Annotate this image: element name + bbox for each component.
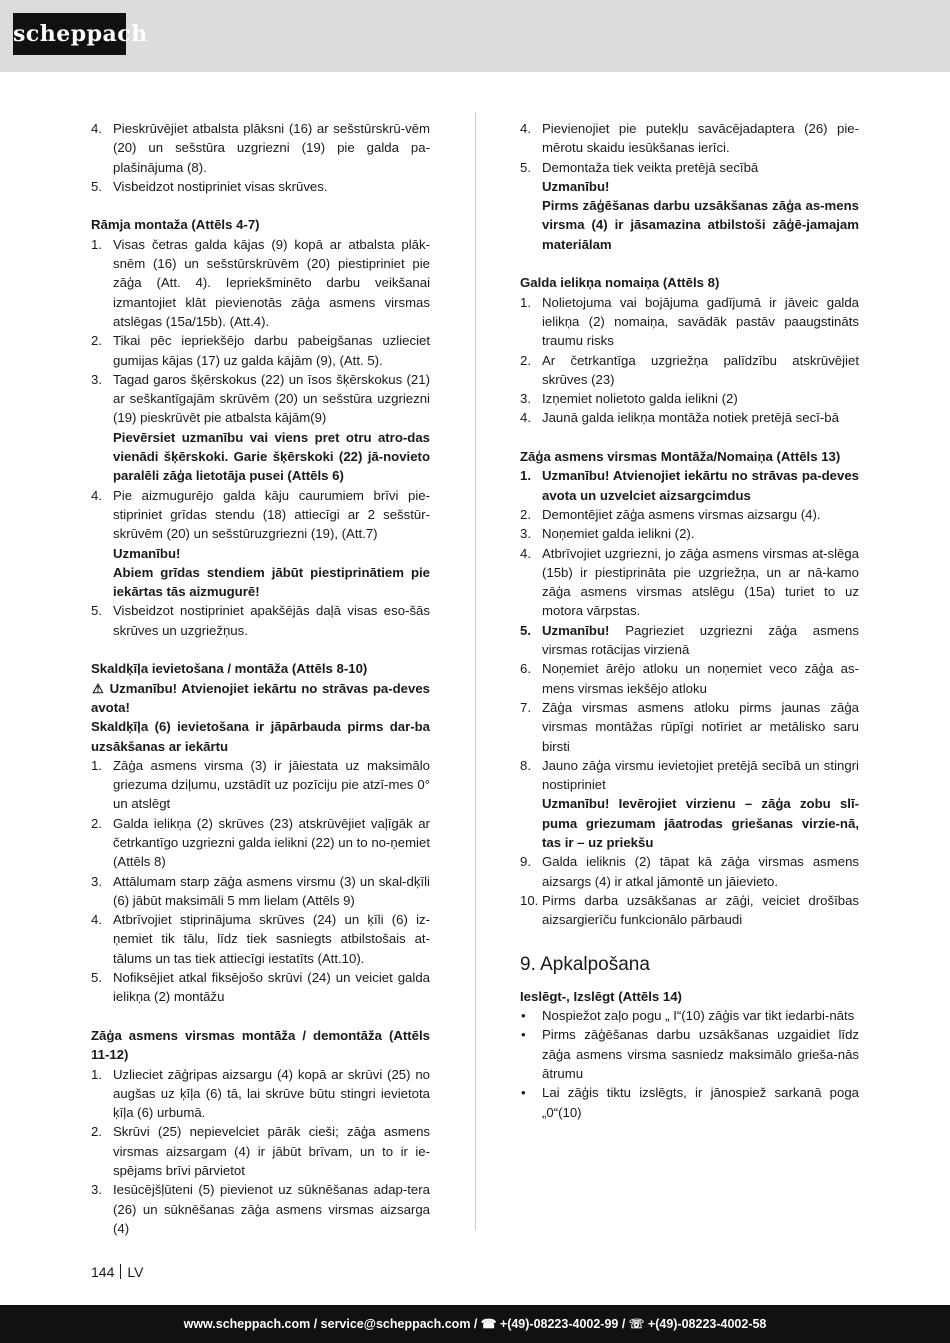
header-bar: [0, 0, 950, 72]
item-text: Pie aizmugurējo galda kāju caurumiem brīvi pie-stipriniet grīdas stendu (18) attiecīgi ar 2 sešstūr-skrūvēm (20) un sešstūruzgriezni (19), (Att.7): [113, 487, 430, 542]
item-bold-note: Pirms zāģēšanas darbu uzsākšanas zāģa as-mens virsma (4) ir jāsamazina atbilstoši zāģē-jamajam materiālam: [542, 198, 859, 252]
item-number: 3.: [520, 526, 531, 542]
contact-footer: [0, 1305, 950, 1343]
item-number: 4.: [91, 121, 102, 136]
list-item: [91, 1180, 430, 1238]
page-number: 144: [91, 1264, 115, 1280]
spacer: [520, 929, 859, 948]
left-column: [91, 119, 430, 1238]
list-item: [91, 331, 430, 370]
list-item: [520, 351, 859, 390]
item-number: 1.: [520, 294, 531, 310]
item-number: 1.: [91, 236, 102, 252]
list-item: [520, 698, 859, 756]
list-item: [91, 370, 430, 486]
list-item: [520, 524, 859, 543]
list-item: [91, 872, 430, 911]
right-column: [520, 119, 859, 1122]
spacer: [91, 196, 430, 215]
bullet-text: Lai zāģis tiktu izslēgts, ir jānospiež sarkanā poga „0“(10): [542, 1085, 859, 1120]
wedge-note: Skaldķīļa (6) ievietošana ir jāpārbauda pirms dar-ba uzsākšanas ar iekārtu: [91, 719, 430, 754]
warning-text: Uzmanību! Atvienojiet iekārtu no strāvas pa-deves avota!: [91, 680, 430, 715]
list-item: [91, 177, 430, 196]
list-item: [91, 814, 430, 872]
item-text: Jauno zāģa virsmu ievietojiet pretējā secībā un stingri nostipriniet: [542, 757, 859, 793]
item-number: 4.: [520, 121, 531, 136]
bullet-icon: •: [521, 1027, 526, 1043]
item-bold-note: Abiem grīdas stendiem jābūt piestiprinātiem pie iekārtas tās aizmugurē!: [113, 564, 430, 600]
list-item: [520, 158, 859, 254]
item-text: Iesūcējšļūteni (5) pievienot uz sūknēšanas adap-tera (26) un sūknēšanas zāģa asmens virsmas aizsarga (4): [113, 1182, 430, 1236]
item-bold-note: Pievērsiet uzmanību vai viens pret otru atro-das vienādi šķērskoki. Garie šķērskoki (22) jā-novieto paralēli zāģa lietotāja pusei (Attēls 6): [113, 429, 430, 484]
item-number: 4.: [91, 912, 102, 928]
item-number: 5.: [91, 603, 102, 619]
item-text: Visbeidzot nostipriniet visas skrūves.: [113, 178, 328, 194]
page-footer: [91, 1264, 143, 1280]
item-text: Zāģa asmens virsma (3) ir jāiestata uz maksimālo griezuma dziļumu, uzstādīt uz pozīciju pie atzī-mes 0° un atslēgt: [113, 757, 430, 812]
list-item: [520, 891, 859, 930]
item-text: Demontējiet zāģa asmens virsmas aizsargu (4).: [542, 506, 821, 522]
item-number: 7.: [520, 699, 531, 715]
list-item: [91, 968, 430, 1007]
spacer: [520, 428, 859, 447]
item-bold-lead: Uzmanību!: [542, 622, 610, 638]
list-item: [520, 544, 859, 621]
list-item: [91, 235, 430, 331]
item-number: 6.: [520, 661, 531, 677]
item-text: Atbrīvojiet stiprinājuma skrūves (24) un ķīli (6) iz-ņemiet tik tālu, līdz tiek sasniegts atbilstošais at-tālums un tas tiek attiecīgi iestatīts (Att.10).: [113, 912, 430, 966]
list-item: [91, 486, 430, 602]
item-text: Nolietojuma vai bojājuma gadījumā ir jāveic galda ielikņa (2) nomaiņa, savādāk pastāv paaugstināts traumu risks: [542, 294, 859, 349]
item-number: 9.: [520, 854, 531, 870]
item-number: 1.: [91, 757, 102, 773]
item-bold-note: Uzmanību! Atvienojiet iekārtu no strāvas pa-deves avota un uzvelciet aizsargcimdus: [542, 468, 859, 503]
section-title: 9. Apkalpošana: [520, 953, 650, 975]
list-item: [91, 756, 430, 814]
item-text: Tikai pēc iepriekšējo darbu pabeigšanas uzlieciet gumijas kājas (17) uz galda kājām (9), (Att. 5).: [113, 333, 430, 368]
list-item: [520, 408, 859, 427]
item-text: Pirms darba uzsākšanas ar zāģi, veiciet drošības aizsargierīču funkcionālo pārbaudi: [542, 892, 859, 928]
list-item: [520, 119, 859, 158]
item-text: Zāģa virsmas asmens atloku pirms jaunas zāģa virsmas montāžas rūpīgi notīriet ar metālisko saru birsti: [542, 699, 859, 754]
item-text: Visas četras galda kājas (9) kopā ar atbalsta plāk-snēm (16) un sešstūrskrūvēm (20) piestipriniet pie zāģa (Att. 4). Iepriekšminēto darbu veikšanai izmantojiet klāt pievienotās zāģa asmens virsmas atslēgas (15a/15b). (Att.4).: [113, 236, 430, 329]
item-bold-note: Uzmanību!: [542, 178, 610, 194]
item-text: Izņemiet nolietoto galda ielikni (2): [542, 391, 738, 407]
bullet-text: Nospiežot zaļo pogu „ I“(10) zāģis var tikt iedarbi-nāts: [542, 1008, 855, 1024]
item-text: Pieskrūvējiet atbalsta plāksni (16) ar sešstūrskrū-vēm (20) un sešstūra uzgriezni (19) pie galda pa-plašinājuma (8).: [113, 121, 430, 175]
item-number: 2.: [520, 352, 531, 368]
item-text: Pagrieziet uzgriezni zāģa asmens virsmas rotācijas virzienā: [542, 622, 859, 658]
item-number: 2.: [91, 333, 102, 349]
item-number: 5.: [91, 178, 102, 194]
section-heading: Rāmja montaža (Attēls 4-7): [91, 217, 260, 233]
section-heading: Zāģa asmens virsmas montāža / demontāža (Attēls 11-12): [91, 1027, 430, 1063]
item-text: Jaunā galda ielikņa montāža notiek pretējā secī-bā: [542, 410, 839, 426]
spacer: [520, 254, 859, 273]
list-item: [520, 293, 859, 351]
item-text: Nofiksējiet atkal fiksējošo skrūvi (24) un veiciet galda ielikņa (2) montāžu: [113, 970, 430, 1005]
section-heading: Zāģa asmens virsmas Montāža/Nomaiņa (Attēls 13): [520, 449, 841, 465]
bullet-item: [520, 1006, 859, 1025]
item-number: 5.: [91, 970, 102, 986]
item-number: 4.: [91, 487, 102, 503]
item-number: 10.: [520, 892, 539, 908]
item-bold-note: Uzmanību!: [113, 545, 181, 561]
list-item: [91, 1122, 430, 1180]
item-text: Skrūvi (25) nepievelciet pārāk cieši; zāģa asmens virsmas aizsargam (4) ir jābūt brīvam, un to ir ie-spējams brīvi pārvietot: [113, 1124, 430, 1179]
spacer: [91, 640, 430, 659]
item-text: Tagad garos šķērskokus (22) un īsos šķērskokus (21) ar seškantīgajām skrūvēm (20) un sešstūra uzgriezni (19) pieskrūvēt pie atbalsta kājām(9): [113, 371, 430, 426]
bullet-item: [520, 1083, 859, 1122]
list-item: [520, 505, 859, 524]
section-heading: Skaldķīļa ievietošana / montāža (Attēls 8-10): [91, 661, 368, 677]
item-number: 2.: [520, 506, 531, 522]
item-text: Galda ielikņa (2) skrūves (23) atskrūvējiet vaļīgāk ar četrkantīgo uzgriezni galda ielikni (22) un to no-ņemiet (Attēls 8): [113, 815, 430, 870]
list-item: [91, 601, 430, 640]
page-separator: [120, 1264, 121, 1279]
item-text: Noņemiet ārējo atloku un noņemiet veco zāģa as-mens virsmas iekšējo atloku: [542, 661, 859, 696]
item-number: 4.: [520, 410, 531, 426]
item-text: Demontaža tiek veikta pretējā secībā: [542, 159, 759, 175]
item-number: 3.: [520, 391, 531, 407]
item-number: 1.: [91, 1066, 102, 1082]
list-item: [520, 659, 859, 698]
warning-line: [91, 679, 430, 718]
item-number: 5.: [520, 159, 531, 175]
section-heading: Ieslēgt-, Izslēgt (Attēls 14): [520, 988, 682, 1004]
list-item: [520, 756, 859, 852]
bullet-icon: •: [521, 1008, 526, 1024]
item-text: Galda ieliknis (2) tāpat kā zāģa virsmas asmens aizsargs (4) ir atkal jāmontē un jāievieto.: [542, 854, 859, 889]
warning-icon: ⚠: [92, 680, 104, 696]
item-number: 3.: [91, 1182, 102, 1198]
item-text: Uzlieciet zāģripas aizsargu (4) kopā ar skrūvi (25) no augšas uz ķīļa (6) tā, lai skrūve būtu stingri ievietota ķīļa (6) urbumā.: [113, 1066, 430, 1121]
item-number: 3.: [91, 371, 102, 387]
list-item: [520, 389, 859, 408]
item-text: Attālumam starp zāģa asmens virsmu (3) un skal-dķīli (6) jābūt maksimāli 5 mm lielam (Attēls 9): [113, 873, 430, 908]
item-text: Ar četrkantīga uzgriežņa palīdzību atskrūvējiet skrūves (23): [542, 352, 859, 387]
item-text: Noņemiet galda ielikni (2).: [542, 526, 695, 542]
item-number: 3.: [91, 873, 102, 889]
item-number: 8.: [520, 757, 531, 773]
item-text: Pievienojiet pie putekļu savācējadaptera (26) pie-mērotu skaidu iesūkšanas ierīci.: [542, 121, 859, 156]
item-bold-note: Uzmanību! Ievērojiet virzienu – zāģa zobu slī-puma griezumam jāatrodas griešanas virzie-nā, tas ir – uz priekšu: [542, 796, 859, 850]
item-number: 2.: [91, 1124, 102, 1140]
item-number: 2.: [91, 815, 102, 831]
bullet-text: Pirms zāģēšanas darbu uzsākšanas uzgaidiet līdz zāģa asmens virsma sasniedz maksimālo grieša-nās ātrumu: [542, 1027, 859, 1081]
item-number: 4.: [520, 545, 531, 561]
item-number: 5.: [520, 622, 531, 638]
item-text: Atbrīvojiet uzgriezni, jo zāģa asmens virsmas at-slēga (15b) ir piestiprināta pie uzgriežņa, un ar nā-kamo zāģa asmens virsmas atslēgu (15a) turiet to uz motora vārpstas.: [542, 545, 859, 619]
list-item: [91, 1065, 430, 1123]
scheppach-logo: scheppach: [13, 13, 126, 55]
page-language: LV: [127, 1264, 144, 1280]
bullet-icon: •: [521, 1085, 526, 1101]
list-item: [520, 852, 859, 891]
list-item: [520, 466, 859, 505]
contact-text: www.scheppach.com / service@scheppach.com / ☎ +(49)-08223-4002-99 / ☏ +(49)-08223-4002-58: [183, 1317, 767, 1331]
section-heading: Galda ielikņa nomaiņa (Attēls 8): [520, 275, 720, 291]
list-item: [520, 621, 859, 660]
list-item: [91, 910, 430, 968]
item-text: Visbeidzot nostipriniet apakšējās daļā visas eso-šās skrūves un uzgriežņus.: [113, 603, 430, 638]
spacer: [91, 1007, 430, 1026]
bullet-item: [520, 1025, 859, 1083]
column-divider: [475, 112, 476, 1230]
list-item: [91, 119, 430, 177]
item-number: 1.: [520, 468, 531, 484]
